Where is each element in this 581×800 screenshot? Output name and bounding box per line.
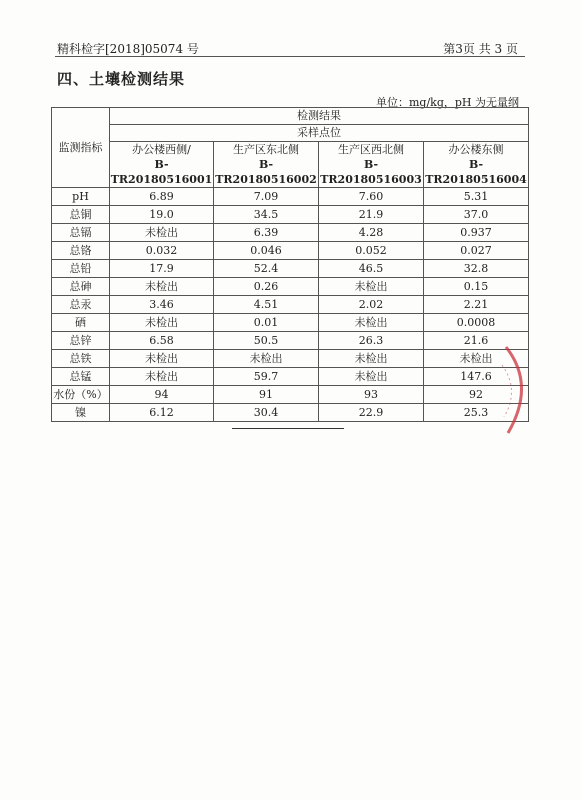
result-cell: 34.5 bbox=[214, 206, 319, 224]
table-row bbox=[52, 368, 529, 386]
indicator-name: 总铜 bbox=[52, 206, 110, 224]
indicator-header: 监测指标 bbox=[52, 108, 110, 188]
table-row bbox=[52, 206, 529, 224]
result-cell: 92 bbox=[424, 386, 529, 404]
result-cell: 22.9 bbox=[319, 404, 424, 422]
result-cell: 19.0 bbox=[110, 206, 214, 224]
result-cell: 0.01 bbox=[214, 314, 319, 332]
table-row bbox=[52, 404, 529, 422]
indicator-name: 镍 bbox=[52, 404, 110, 422]
indicator-name: 总汞 bbox=[52, 296, 110, 314]
sampling-points-row bbox=[52, 142, 529, 188]
result-cell: 2.21 bbox=[424, 296, 529, 314]
result-cell: 0.15 bbox=[424, 278, 529, 296]
result-cell: 7.09 bbox=[214, 188, 319, 206]
indicator-name: 总锌 bbox=[52, 332, 110, 350]
sampling-header: 采样点位 bbox=[110, 125, 529, 142]
result-cell: 37.0 bbox=[424, 206, 529, 224]
result-cell: 26.3 bbox=[319, 332, 424, 350]
result-cell: 59.7 bbox=[214, 368, 319, 386]
result-cell: 7.60 bbox=[319, 188, 424, 206]
result-cell: 未检出 bbox=[424, 350, 529, 368]
result-cell: 未检出 bbox=[110, 350, 214, 368]
table-row bbox=[52, 386, 529, 404]
indicator-name: pH bbox=[52, 188, 110, 206]
sampling-point-name: 生产区东北侧 bbox=[233, 143, 299, 156]
result-cell: 32.8 bbox=[424, 260, 529, 278]
table-row bbox=[52, 278, 529, 296]
result-cell: 5.31 bbox=[424, 188, 529, 206]
sampling-point bbox=[424, 142, 529, 188]
result-cell: 6.89 bbox=[110, 188, 214, 206]
soil-results-table bbox=[51, 107, 529, 422]
result-cell: 未检出 bbox=[214, 350, 319, 368]
result-cell: 未检出 bbox=[319, 278, 424, 296]
result-cell: 93 bbox=[319, 386, 424, 404]
result-cell: 6.58 bbox=[110, 332, 214, 350]
result-cell: 未检出 bbox=[110, 224, 214, 242]
indicator-name: 水份（%） bbox=[52, 386, 110, 404]
result-cell: 未检出 bbox=[319, 368, 424, 386]
result-cell: 0.027 bbox=[424, 242, 529, 260]
table-row bbox=[52, 242, 529, 260]
indicator-name: 硒 bbox=[52, 314, 110, 332]
results-header: 检测结果 bbox=[110, 108, 529, 125]
table-row bbox=[52, 350, 529, 368]
indicator-name: 总镉 bbox=[52, 224, 110, 242]
result-cell: 46.5 bbox=[319, 260, 424, 278]
result-cell: 147.6 bbox=[424, 368, 529, 386]
sampling-point-name: 办公楼东侧 bbox=[448, 143, 504, 156]
result-cell: 25.3 bbox=[424, 404, 529, 422]
result-cell: 0.052 bbox=[319, 242, 424, 260]
indicator-name: 总砷 bbox=[52, 278, 110, 296]
result-cell: 0.0008 bbox=[424, 314, 529, 332]
table-row bbox=[52, 296, 529, 314]
result-cell: 0.032 bbox=[110, 242, 214, 260]
result-cell: 17.9 bbox=[110, 260, 214, 278]
section-title: 四、土壤检测结果 bbox=[57, 70, 186, 88]
result-cell: 0.937 bbox=[424, 224, 529, 242]
unit-note: 单位：mg/kg，pH 为无量纲 bbox=[375, 96, 519, 109]
result-cell: 50.5 bbox=[214, 332, 319, 350]
sampling-point-code: B-TR20180516002 bbox=[215, 158, 317, 186]
header-divider bbox=[55, 56, 525, 57]
indicator-name: 总锰 bbox=[52, 368, 110, 386]
table-row bbox=[52, 188, 529, 206]
result-cell: 未检出 bbox=[319, 314, 424, 332]
table-row bbox=[52, 260, 529, 278]
result-cell: 未检出 bbox=[110, 368, 214, 386]
table-row bbox=[52, 332, 529, 350]
indicator-name: 总铁 bbox=[52, 350, 110, 368]
result-cell: 2.02 bbox=[319, 296, 424, 314]
result-cell: 30.4 bbox=[214, 404, 319, 422]
red-seal-stamp-edge bbox=[498, 345, 538, 435]
result-cell: 6.39 bbox=[214, 224, 319, 242]
indicator-name: 总铅 bbox=[52, 260, 110, 278]
report-number: 精科检字[2018]05074 号 bbox=[57, 42, 199, 56]
table-row bbox=[52, 314, 529, 332]
result-cell: 0.046 bbox=[214, 242, 319, 260]
end-of-report-line bbox=[232, 428, 344, 429]
sampling-point bbox=[319, 142, 424, 188]
sampling-point bbox=[214, 142, 319, 188]
sampling-point-code: B-TR20180516001 bbox=[110, 158, 213, 186]
result-cell: 3.46 bbox=[110, 296, 214, 314]
result-cell: 21.9 bbox=[319, 206, 424, 224]
result-cell: 4.51 bbox=[214, 296, 319, 314]
sampling-point bbox=[110, 142, 214, 188]
result-cell: 91 bbox=[214, 386, 319, 404]
indicator-name: 总铬 bbox=[52, 242, 110, 260]
result-cell: 6.12 bbox=[110, 404, 214, 422]
sampling-point-code: B-TR20180516004 bbox=[425, 158, 527, 186]
sampling-point-name: 生产区西北侧 bbox=[338, 143, 404, 156]
result-cell: 52.4 bbox=[214, 260, 319, 278]
result-cell: 未检出 bbox=[110, 278, 214, 296]
result-cell: 4.28 bbox=[319, 224, 424, 242]
page-info: 第3页 共 3 页 bbox=[443, 42, 518, 56]
result-cell: 未检出 bbox=[319, 350, 424, 368]
sampling-point-code: B-TR20180516003 bbox=[320, 158, 422, 186]
result-cell: 未检出 bbox=[110, 314, 214, 332]
result-cell: 0.26 bbox=[214, 278, 319, 296]
result-cell: 21.6 bbox=[424, 332, 529, 350]
result-cell: 94 bbox=[110, 386, 214, 404]
sampling-point-name: 办公楼西侧/ bbox=[132, 143, 191, 156]
table-row bbox=[52, 224, 529, 242]
